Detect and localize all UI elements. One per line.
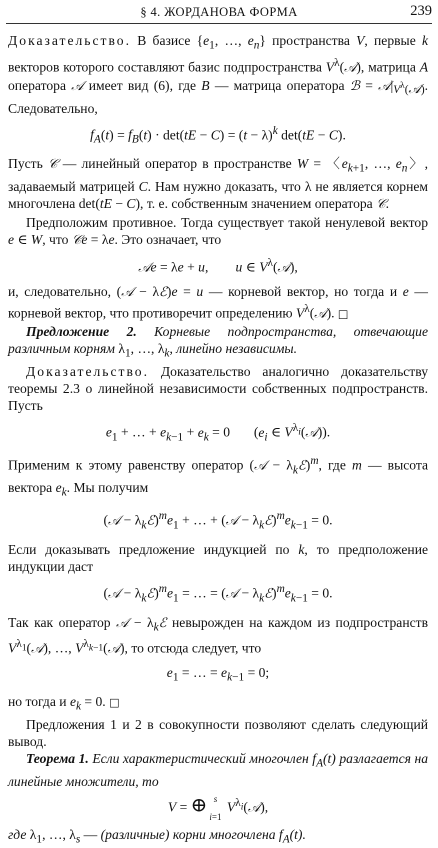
paragraph: Если доказывать предложение индукцией по k, то предположение индукции даст [8,541,429,574]
display-formula: 𝒜e = λe + u, u ∈ $V^\lambda(𝒜)$, [138,256,298,276]
page-header [6,3,432,24]
display-formula: $e_1$ + … + $e_{k-1} + e_k = 0$ ($e_i$ ∈ $V^{\lambda_i}(𝒜)$). [105,422,331,444]
paragraph: Применим к этому равенству оператор (𝒜 − $\lambda_kℰ)^m$, где m — высота вектора $e_k$. Мы получим [8,454,428,499]
paragraph: Доказательство. В базисе {$e_1$, …, $e_n$} пространства V, первые k векторов которого составляют базис подпространства $V^\lambda(𝒜)$, матрица A оператора 𝒜 имеет вид (6), где B — матрица оператора ℬ = $𝒜|_{V^\lambda(𝒜)}$. Следовательно, [8,33,428,116]
display-formula: $f_A(t) = f_B(t) \cdot \det(tE - C) = (t - \lambda)^k$ det(tE − C). [90,124,346,147]
display-formula: (𝒜 − $\lambda_kℰ)^me_1$ + … + (𝒜 − $\lambda_kℰ)^me_{k-1} = 0$. [103,510,333,532]
paragraph: где $\lambda_1$, …, $\lambda_s$ — (различные) корни многочлена $f_A(t)$. [8,826,306,846]
paragraph: Доказательство. Доказательство аналогично доказательству теоремы 2.3 о линейной независимости собственных подпространств. Пусть [8,363,428,414]
paragraph: Так как оператор 𝒜 − $\lambda_kℰ$ невырожден на каждом из подпространств $V^{\lambda_1}(𝒜)$, …, $V^{\lambda_{k-1}}(𝒜)$, то отсюда следует, что [8,614,428,657]
paragraph: Предположим противное. Тогда существует такой ненулевой вектор e ∈ W, что 𝒞e = λe. Это означает, что [8,214,428,248]
body-text [8,32,428,848]
paragraph: и, следовательно, (𝒜 − λℰ)e = u — корневой вектор, но тогда и e — корневой вектор, что противоречит определению $V^\lambda(𝒜)$. □ [8,283,429,322]
paragraph: Пусть 𝒞 — линейный оператор в пространстве W = 〈$e_{k+1}$, …, $e_n$〉, задаваемый матрицей C. Нам нужно доказать, что λ не является корнем многочлена det(tE − C), т. е. собственным значением оператора 𝒞. [8,156,429,213]
paragraph: но тогда и $e_k = 0$. □ [8,694,120,713]
display-formula: $e_1$ = … = $e_{k-1} = 0$; [166,665,270,684]
display-formula: V = ⊕ s i=1 $V^{\lambda_i}(𝒜)$, [167,793,269,822]
paragraph: Предложения 1 и 2 в совокупности позволяют сделать следующий вывод. [8,717,428,750]
paragraph: Предложение 2. Корневые подпространства, отвечающие различным корням $\lambda_1$, …, $\lambda_k$, линейно независимы. [8,323,428,360]
page-number: 239 [410,3,432,19]
paragraph: Теорема 1. Если характеристический многочлен $f_A(t)$ разлагается на линейные множители, то [8,751,428,790]
running-head: § 4. ЖОРДАНОВА ФОРМА [140,5,298,19]
display-formula: (𝒜 − $\lambda_kℰ)^me_1$ = … = (𝒜 − $\lambda_kℰ)^me_{k-1} = 0$. [103,583,333,605]
